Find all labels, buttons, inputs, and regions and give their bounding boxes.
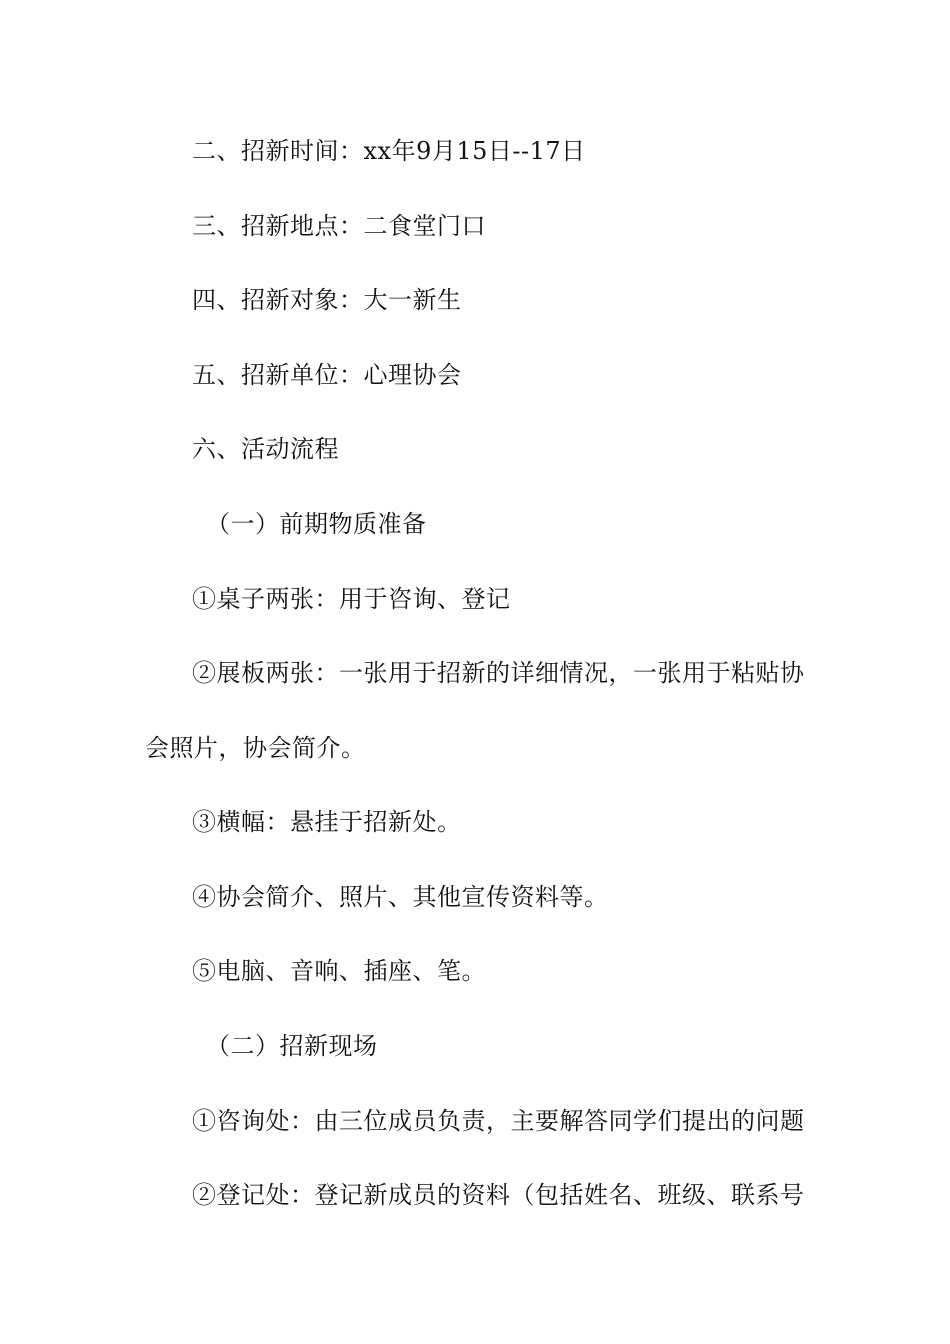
recruit-time-line: 二、招新时间：xx年9月15日--17日 [192, 137, 586, 165]
list-item-boards-continued: 会照片，协会简介。 [145, 734, 366, 762]
list-item-materials: ④协会简介、照片、其他宣传资料等。 [192, 883, 609, 911]
recruit-unit-line: 五、招新单位：心理协会 [192, 361, 462, 389]
recruit-target-line: 四、招新对象：大一新生 [192, 286, 462, 314]
section-heading-process: 六、活动流程 [192, 435, 339, 463]
list-item-banner: ③横幅：悬挂于招新处。 [192, 808, 462, 836]
list-item-tables: ①桌子两张：用于咨询、登记 [192, 585, 511, 613]
list-item-registration: ②登记处：登记新成员的资料（包括姓名、班级、联系号 [192, 1181, 805, 1209]
list-item-consultation: ①咨询处：由三位成员负责，主要解答同学们提出的问题 [192, 1107, 805, 1135]
recruit-location-line: 三、招新地点：二食堂门口 [192, 212, 486, 240]
subsection-heading-preparation: （一）前期物质准备 [206, 510, 427, 538]
list-item-equipment: ⑤电脑、音响、插座、笔。 [192, 957, 486, 985]
subsection-heading-onsite: （二）招新现场 [206, 1032, 378, 1060]
list-item-boards: ②展板两张：一张用于招新的详细情况，一张用于粘贴协 [192, 659, 805, 687]
